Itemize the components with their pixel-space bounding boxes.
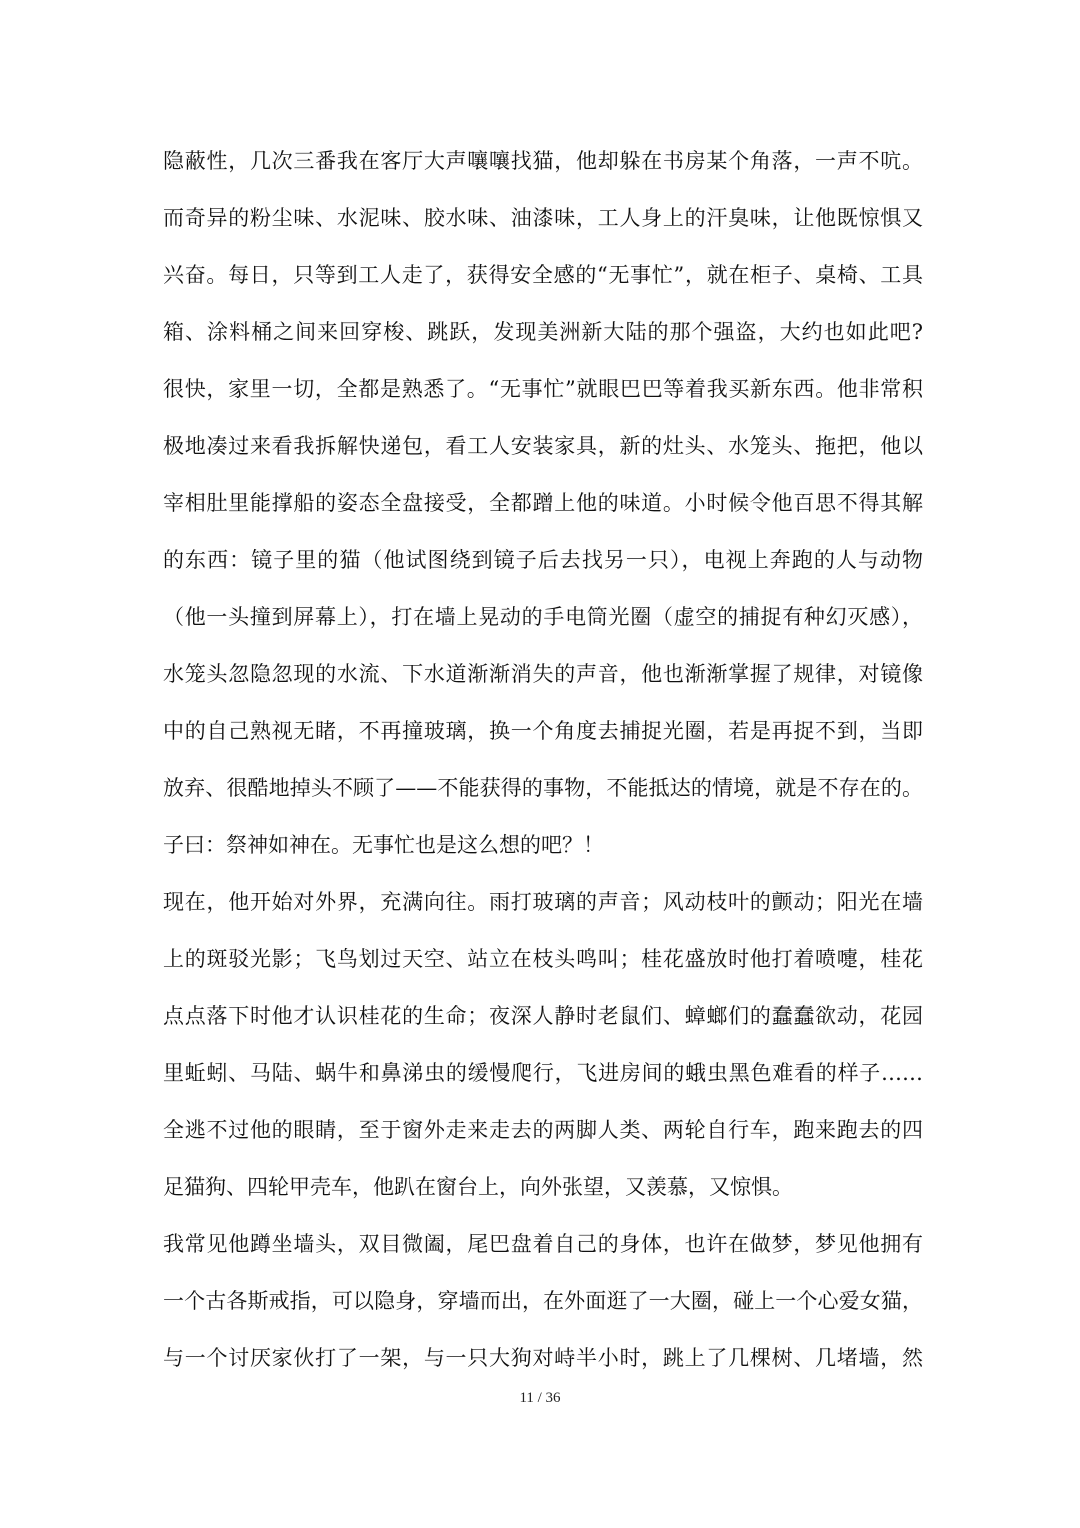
page-number: 11 / 36 <box>519 1390 561 1406</box>
text-line: 箱、涂料桶之间来回穿梭、跳跃，发现美洲新大陆的那个强盗，大约也如此吧? <box>163 320 923 344</box>
text-line: 放弃、很酷地掉头不顾了——不能获得的事物，不能抵达的情境，就是不存在的。 <box>163 776 923 800</box>
text-line: 水笼头忽隐忽现的水流、下水道渐渐消失的声音，他也渐渐掌握了规律，对镜像 <box>163 662 923 686</box>
text-line: 里蚯蚓、马陆、蜗牛和鼻涕虫的缓慢爬行，飞进房间的蛾虫黑色难看的样子…… <box>163 1061 923 1085</box>
text-line: 我常见他蹲坐墙头，双目微阖，尾巴盘着自己的身体，也许在做梦，梦见他拥有 <box>163 1232 923 1256</box>
text-line: 与一个讨厌家伙打了一架，与一只大狗对峙半小时，跳上了几棵树、几堵墙，然 <box>163 1346 923 1370</box>
text-line: 上的斑驳光影；飞鸟划过天空、站立在枝头鸣叫；桂花盛放时他打着喷嚏，桂花 <box>163 947 923 971</box>
text-line: 而奇异的粉尘味、水泥味、胶水味、油漆味，工人身上的汗臭味，让他既惊惧又 <box>163 206 923 230</box>
text-line: 的东西：镜子里的猫（他试图绕到镜子后去找另一只），电视上奔跑的人与动物 <box>163 548 923 572</box>
text-line: 现在，他开始对外界，充满向往。雨打玻璃的声音；风动枝叶的颤动；阳光在墙 <box>163 890 923 914</box>
text-line: 子曰：祭神如神在。无事忙也是这么想的吧？！ <box>163 833 604 857</box>
text-line: （他一头撞到屏幕上），打在墙上晃动的手电筒光圈（虚空的捕捉有种幻灭感）， <box>163 605 923 629</box>
text-line: 很快，家里一切，全都是熟悉了。“无事忙”就眼巴巴等着我买新东西。他非常积 <box>163 377 923 401</box>
body-text <box>163 133 923 1387</box>
text-line: 一个古各斯戒指，可以隐身，穿墙而出，在外面逛了一大圈，碰上一个心爱女猫， <box>163 1289 923 1313</box>
text-line: 宰相肚里能撑船的姿态全盘接受，全都蹭上他的味道。小时候令他百思不得其解 <box>163 491 923 515</box>
text-line: 中的自己熟视无睹，不再撞玻璃，换一个角度去捕捉光圈，若是再捉不到，当即 <box>163 719 923 743</box>
text-line: 兴奋。每日，只等到工人走了，获得安全感的“无事忙”，就在柜子、桌椅、工具 <box>163 263 923 287</box>
text-line: 足猫狗、四轮甲壳车，他趴在窗台上，向外张望，又羡慕，又惊惧。 <box>163 1175 793 1199</box>
text-line: 隐蔽性，几次三番我在客厅大声嚷嚷找猫，他却躲在书房某个角落，一声不吭。 <box>163 149 923 173</box>
text-line: 极地凑过来看我拆解快递包，看工人安装家具，新的灶头、水笼头、拖把，他以 <box>163 434 923 458</box>
text-line: 全逃不过他的眼睛，至于窗外走来走去的两脚人类、两轮自行车，跑来跑去的四 <box>163 1118 923 1142</box>
text-line: 点点落下时他才认识桂花的生命；夜深人静时老鼠们、蟑螂们的蠢蠢欲动，花园 <box>163 1004 923 1028</box>
